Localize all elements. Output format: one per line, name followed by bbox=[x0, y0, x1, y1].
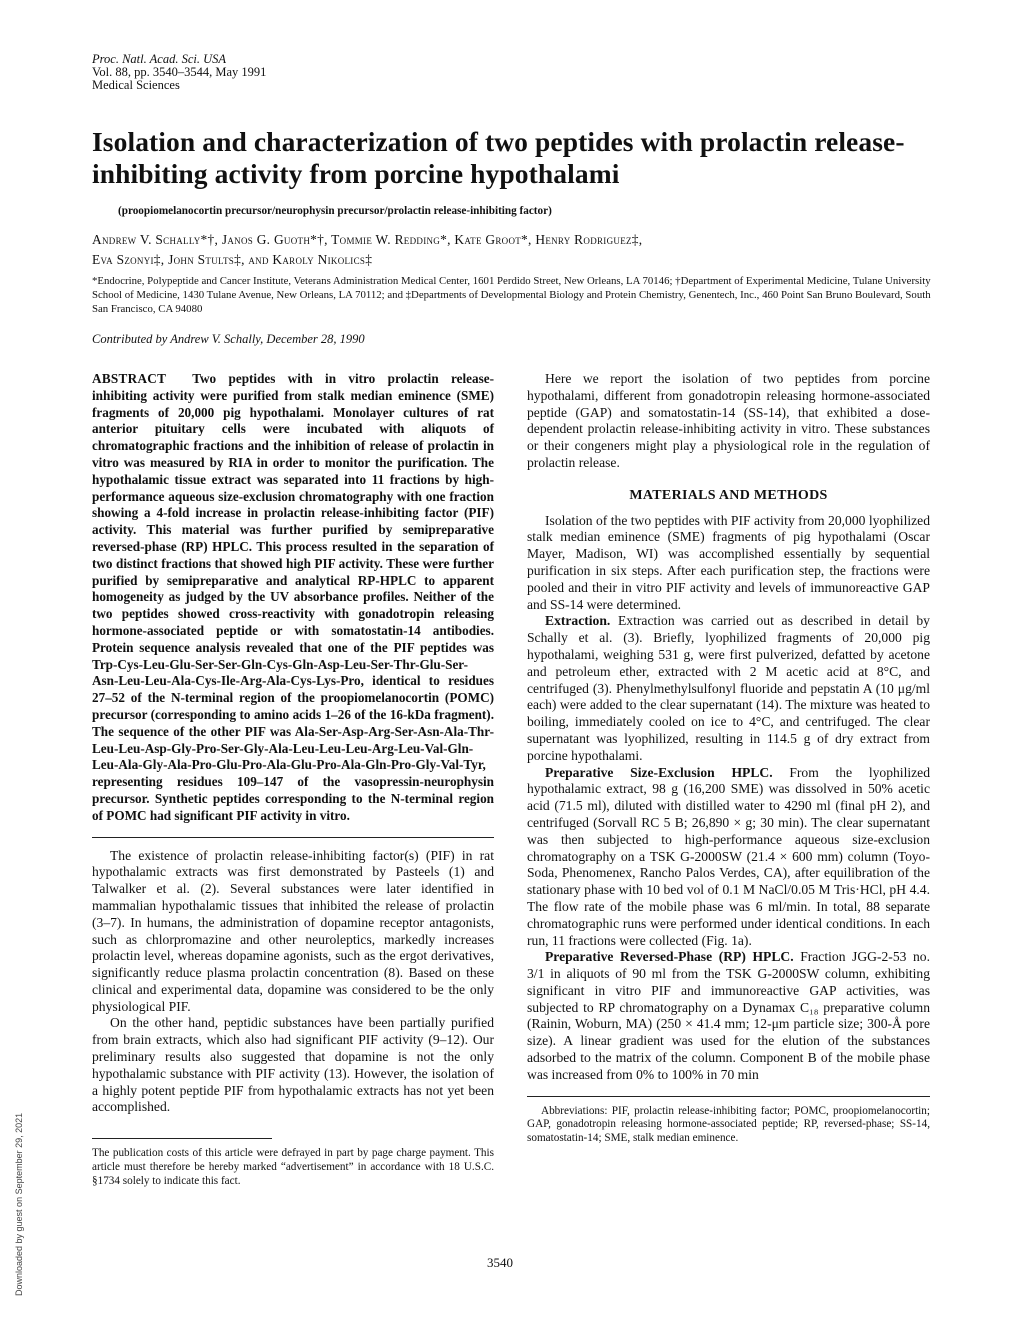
page-number: 3540 bbox=[487, 1255, 513, 1270]
sec-hplc-paragraph bbox=[527, 765, 930, 950]
section-heading-methods: MATERIALS AND METHODS bbox=[629, 487, 828, 503]
journal-section: Medical Sciences bbox=[92, 78, 180, 92]
sec-hplc-text: From the lyophilized hypothalamic extract, 98 g (16,200 SME) was dissolved in 50% acetic acid (71.5 ml), diluted with distilled water to 4290 ml (final pH 2), and centrifuged (Sorvall RC 5 B; 26,890 × g; 30 min). The clear supernatant was then subjected to high-performance aqueous size-exclusion chromatography on a TSK G-2000SW (21.4 × 600 mm) column (Toyo-Soda, Phenomenex, Rancho Palos Verdes, CA), after equilibration of the stationary phase with 10 bed vol of 0.1 M NaCl/0.05 M Tris·HCl, pH 4.4. The flow rate of the mobile phase was 6 ml/min. In total, 88 separate chromatographic runs were performed under identical conditions. In each run, 11 fractions were collected (Fig. 1a). bbox=[527, 764, 930, 948]
authors-line-1: Andrew V. Schally*†, Janos G. Guoth*†, Tommie W. Redding*, Kate Groot*, Henry Rodriguez‡, bbox=[92, 232, 643, 247]
extraction-paragraph bbox=[527, 613, 930, 764]
extraction-text: Extraction was carried out as described in detail by Schally et al. (3). Briefly, lyophilized fragments of 20,000 pig hypothalami, weighing 531 g, were first pulverized, defatted by acetone and petroleum ether, extracted with 2 M acetic acid at 8°C, and centrifuged (3). Phenylmethylsulfonyl fluoride and pepstatin A (10 μg/ml each) were added to the clear supernatant (14). The mixture was heated to boiling, immediately cooled on ice to 4°C, and centrifuged. The clear supernatant was lyophilized, resulting in 114.5 g of dry extract from porcine hypothalami. bbox=[527, 613, 930, 763]
rp-hplc-text: Fraction JGG-2-53 no. 3/1 in aliquots of 90 ml from the TSK G-2000SW column, exhibiting significant in vitro PIF and immunoreactive GAP activities, was subjected to RP chromatography on a Dynamax C₁₈ preparative column (Rainin, Woburn, MA) (250 × 41.4 mm; 12-μm particle size; 300-Å pore size). A linear gradient was used for the elution of the substances adsorbed to the matrix of the column. Component B of the mobile phase was increased from 0% to 100% in 70 min bbox=[527, 949, 930, 1082]
footnote-divider-right bbox=[527, 1096, 930, 1097]
journal-volume: Vol. 88, pp. 3540–3544, May 1991 bbox=[92, 65, 267, 79]
rp-hplc-label: Preparative Reversed-Phase (RP) HPLC. bbox=[545, 949, 794, 965]
abstract-label: ABSTRACT bbox=[92, 371, 167, 386]
abbreviations-footnote: Abbreviations: PIF, prolactin release-inhibiting factor; POMC, proopiomelanocortin; GAP, gonadotropin releasing hormone-associated peptide; RP, reversed-phase; SS-14, somatostatin-14; SME, stalk median eminence. bbox=[527, 1104, 930, 1145]
affiliations: *Endocrine, Polypeptide and Cancer Institute, Veterans Administration Medical Center, 1601 Perdido Street, New Orleans, LA 70146; †Department of Experimental Medicine, Tulane University School of Medicine, 1430 Tulane Avenue, New Orleans, LA 70112; and ‡Departments of Developmental Biology and Protein Chemistry, Genentech, Inc., 460 Point San Bruno Boulevard, South San Francisco, CA 94080 bbox=[92, 275, 931, 315]
authors-line-2: Eva Szonyi‡, John Stults‡, and Karoly Nikolics‡ bbox=[92, 252, 373, 267]
methods-paragraph-1: Isolation of the two peptides with PIF activity from 20,000 lyophilized stalk median eminence (SME) fragments of pig hypothalami (Oscar Mayer, Madison, WI) was accomplished essentially by sequential purification in six steps. After each purification step, the fractions were pooled and their in vitro PIF activity and levels of immunoreactive GAP and SS-14 were determined. bbox=[527, 512, 930, 612]
intro-paragraph-3: Here we report the isolation of two peptides from porcine hypothalami, different from gonadotropin releasing hormone-associated peptide (GAP) and somatostatin-14 (SS-14), that exhibited a dose-dependent prolactin release-inhibiting activity in vitro. These substances or their congeners might play a physiological role in the regulation of prolactin release. bbox=[527, 371, 930, 470]
intro-paragraph-1: The existence of prolactin release-inhibiting factor(s) (PIF) in rat hypothalamic extracts was first demonstrated by Pasteels (1) and Talwalker et al. (2). Several substances were later identified in mammalian hypothalamic tissues that inhibited the release of prolactin (3–7). In humans, the administration of dopamine receptor antagonists, such as chlorpromazine and other neuroleptics, markedly increases prolactin level, whereas dopamine agonists, such as the ergot derivatives, significantly reduce plasma prolactin concentration (8). Based on these clinical and experimental data, dopamine was considered to be the only physiological PIF. bbox=[92, 847, 494, 1014]
journal-header bbox=[92, 53, 266, 92]
download-watermark: Downloaded by guest on September 29, 2021 bbox=[14, 1112, 24, 1296]
footnote-divider bbox=[92, 1138, 272, 1139]
left-column bbox=[92, 371, 494, 1189]
rp-hplc-paragraph bbox=[527, 949, 930, 1083]
abstract bbox=[92, 371, 494, 825]
intro-paragraph-2: On the other hand, peptidic substances have been partially purified from brain extracts, which also had significant PIF activity (9–12). Our preliminary results also suggested that dopamine is not the only hypothalamic substance with PIF activity (13). However, the isolation of a highly potent peptide PIF from hypothalamic extracts has not yet been accomplished. bbox=[92, 1015, 494, 1115]
divider bbox=[92, 837, 494, 838]
article-title: Isolation and characterization of two peptides with prolactin release-inhibiting activity from porcine hypothalami bbox=[92, 126, 905, 189]
extraction-label: Extraction. bbox=[545, 613, 611, 629]
author-list bbox=[92, 230, 952, 270]
right-column bbox=[527, 371, 930, 1146]
journal-name: Proc. Natl. Acad. Sci. USA bbox=[92, 52, 227, 66]
article-subtitle: (proopiomelanocortin precursor/neurophysin precursor/prolactin release-inhibiting factor) bbox=[118, 205, 552, 217]
sec-hplc-label: Preparative Size-Exclusion HPLC. bbox=[545, 764, 773, 780]
abstract-text: Two peptides with in vitro prolactin release-inhibiting activity were purified from stalk median eminence (SME) fragments of 20,000 pig hypothalami. Monolayer cultures of rat anterior pituitary cells were incubated with aliquots of chromatographic fractions and the inhibition of release of prolactin in vitro was measured by RIA in order to monitor the purification. The hypothalamic tissue extract was separated into 11 fractions by high-performance aqueous size-exclusion chromatography with one fraction showing a 4-fold increase in prolactin release-inhibiting factor (PIF) activity. This material was further purified by semipreparative reversed-phase (RP) HPLC. This process resulted in the separation of two distinct fractions that showed high PIF activity. These were further purified by semipreparative and analytical RP-HPLC to apparent homogeneity as judged by the UV absorbance profiles. Neither of the two peptides showed cross-reactivity with gonadotropin releasing hormone-associated peptide or with somatostatin-14 antibodies. Protein sequence analysis revealed that one of the PIF peptides was Trp-Cys-Leu-Glu-Ser-Ser-Gln-Cys-Gln-Asp-Leu-Ser-Thr-Glu-Ser-Asn-Leu-Leu-Ala-Cys-Ile-Arg-Ala-Cys-Lys-Pro, identical to residues 27–52 of the N-terminal region of the proopiomelanocortin (POMC) precursor (corresponding to amino acids 1–26 of the 16-kDa fragment). The sequence of the other PIF was Ala-Ser-Asp-Arg-Ser-Asn-Ala-Thr-Leu-Leu-Asp-Gly-Pro-Ser-Gly-Ala-Leu-Leu-Leu-Arg-Leu-Val-Gln-Leu-Ala-Gly-Ala-Pro-Glu-Pro-Ala-Glu-Pro-Ala-Gln-Pro-Gly-Val-Tyr, representing residues 109–147 of the vasopressin-neurophysin precursor. Synthetic peptides corresponding to the N-terminal region of POMC had significant PIF activity in vitro. bbox=[92, 371, 494, 823]
contributed-by: Contributed by Andrew V. Schally, December 28, 1990 bbox=[92, 332, 365, 346]
publication-cost-footnote: The publication costs of this article were defrayed in part by page charge payment. This article must therefore be hereby marked “advertisement” in accordance with 18 U.S.C. §1734 solely to indicate this fact. bbox=[92, 1147, 494, 1187]
